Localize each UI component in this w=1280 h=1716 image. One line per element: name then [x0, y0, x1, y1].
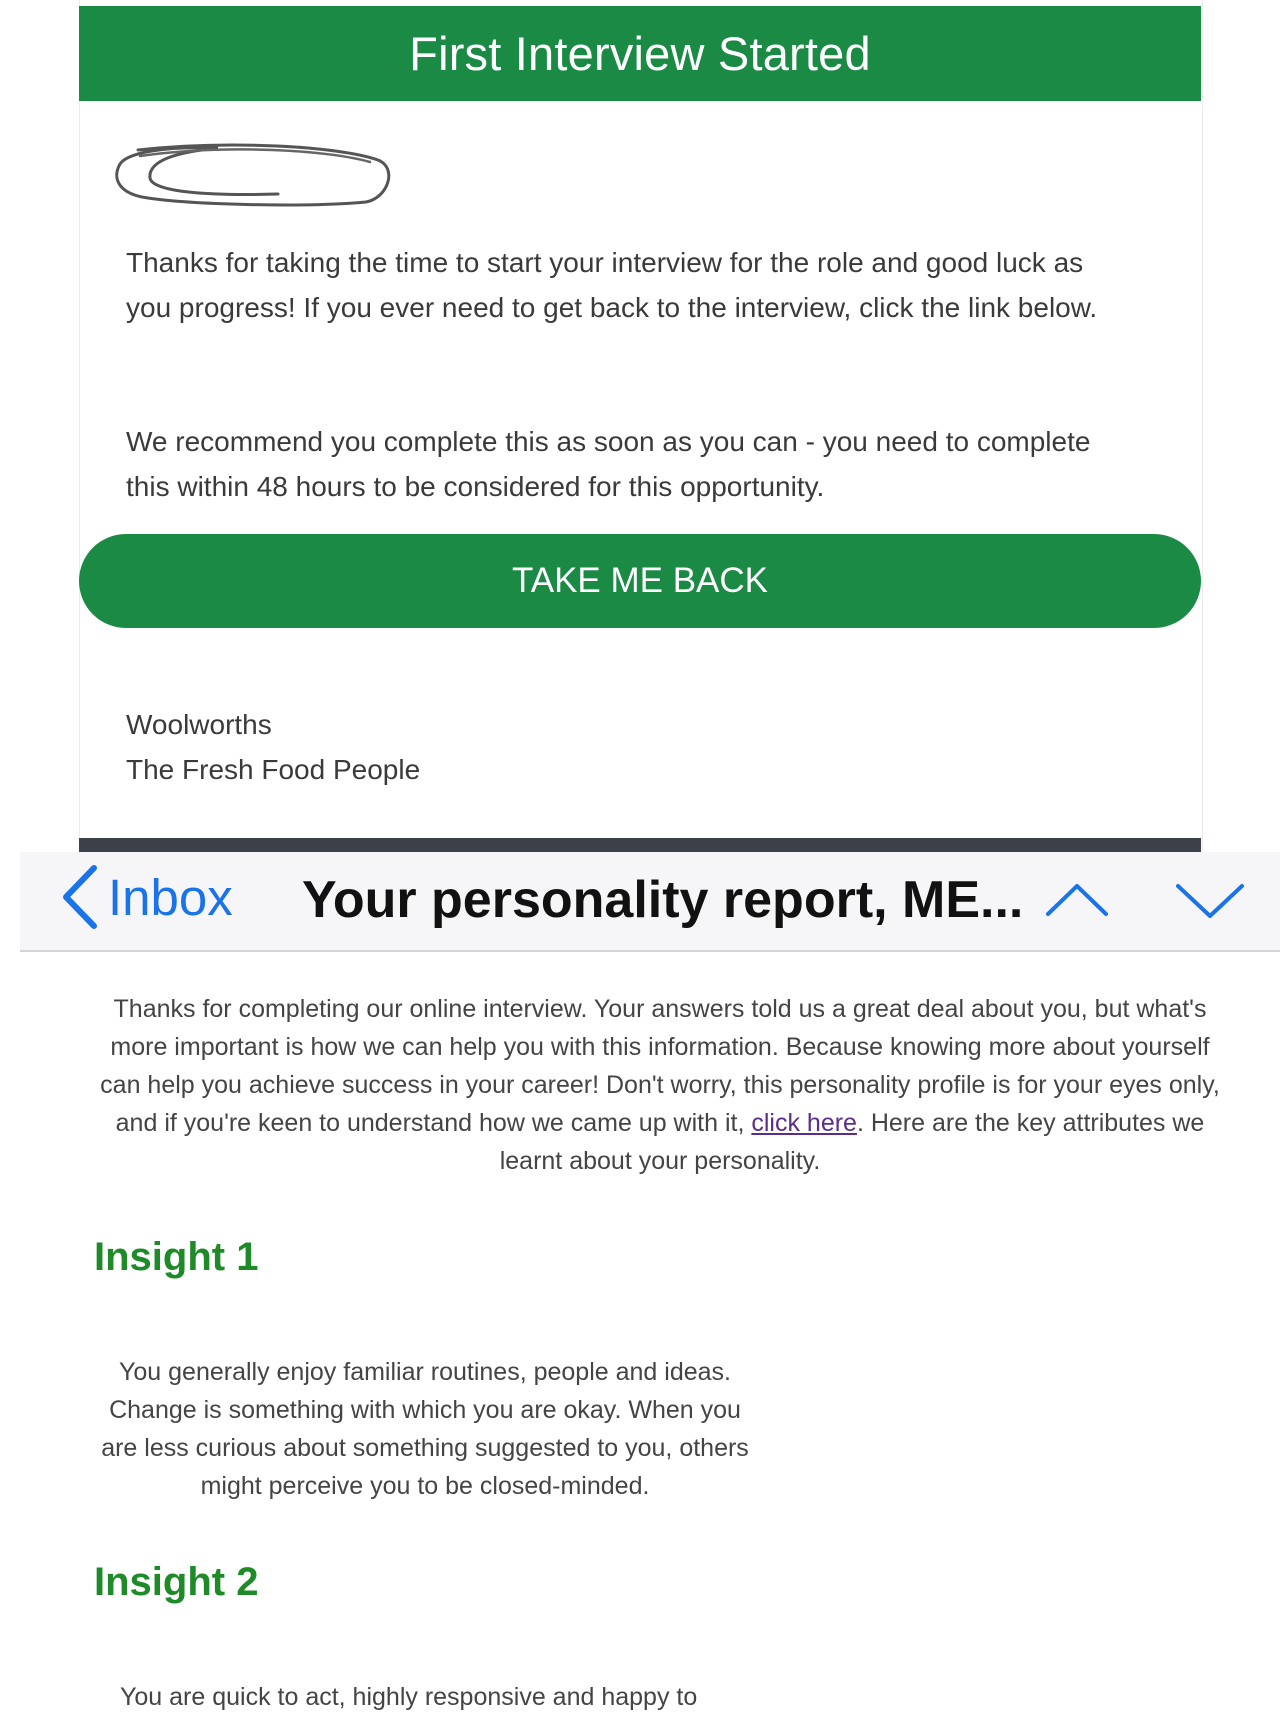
email-title: First Interview Started	[409, 27, 871, 80]
email-header-banner	[79, 6, 1201, 101]
email-paragraph-deadline: We recommend you complete this as soon as you can - you need to complete this within 48 hours to be considered for this opportunity.	[126, 426, 1091, 502]
signature-tagline: The Fresh Food People	[126, 754, 421, 785]
click-here-link[interactable]: click here	[751, 1109, 857, 1137]
insight-1-body: You generally enjoy familiar routines, people and ideas. Change is something with which you are okay. When you are less curious about something suggested to you, others might perceive you to be closed-minded.	[101, 1358, 749, 1500]
chevron-left-icon	[58, 864, 102, 930]
insight-1-title: Insight 1	[94, 1235, 259, 1279]
email-subject: Your personality report, ME...	[302, 870, 1024, 929]
mail-navigation-bar	[20, 852, 1280, 952]
report-intro-text-end: . Here are the key attributes we learnt about your personality.	[499, 1109, 1205, 1175]
insight-2-body: You are quick to act, highly responsive and happy to	[120, 1683, 698, 1711]
email-footer-bar	[79, 838, 1201, 852]
chevron-up-icon[interactable]	[1042, 870, 1112, 930]
back-to-inbox-button[interactable]	[58, 862, 233, 932]
email-paragraph-intro: Thanks for taking the time to start your interview for the role and good luck as you progress! If you ever need to get back to the interview, click the link below.	[126, 247, 1098, 323]
insight-2-title: Insight 2	[94, 1560, 259, 1604]
chevron-down-icon[interactable]	[1170, 870, 1250, 930]
signature-company: Woolworths	[126, 709, 272, 740]
redacted-name-scribble	[108, 138, 393, 210]
report-intro	[100, 990, 1220, 1180]
take-me-back-label: TAKE ME BACK	[511, 561, 769, 600]
email-signature	[126, 702, 420, 792]
take-me-back-button[interactable]	[79, 534, 1201, 628]
back-label: Inbox	[108, 868, 233, 926]
report-intro-text: Thanks for completing our online interview. Your answers told us a great deal about you, but what's more important is how we can help you with this information. Because knowing more about yourself can help you achieve success in your career! Don't worry, this personality profile is for your eyes only, and if you're keen to understand how we came up with it,	[100, 995, 1220, 1137]
